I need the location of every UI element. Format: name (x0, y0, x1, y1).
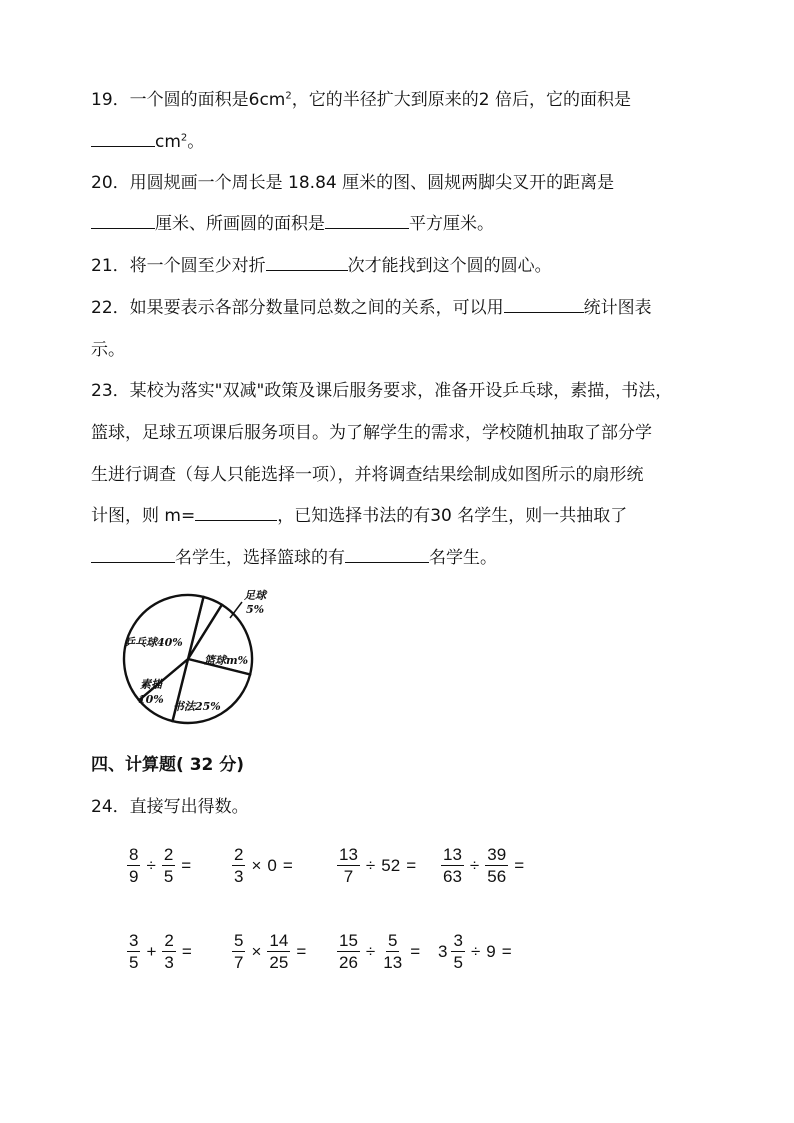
q20-line2: 厘米、所画圆的面积是 平方厘米。 (91, 209, 494, 234)
operator: ÷ (470, 941, 481, 961)
pie-label-3: 书法25% (173, 700, 221, 713)
equals-sign: = (181, 855, 192, 875)
q23-basketball-blank[interactable] (345, 548, 429, 563)
operator: + (146, 941, 157, 961)
numerator: 5 (234, 931, 244, 950)
denominator: 7 (234, 953, 244, 972)
denominator: 25 (269, 953, 289, 972)
operator: × (251, 941, 262, 961)
fraction-a (127, 932, 140, 971)
q19-line1: 19．一个圆的面积是$6cm^2$，它的半径扩大到原来的2 倍后，它的面积是 (91, 90, 631, 110)
fraction-b (267, 932, 290, 971)
denominator: 5 (129, 953, 139, 972)
equals-sign: = (514, 855, 525, 875)
denominator: 26 (339, 953, 358, 972)
numerator: 13 (443, 845, 462, 864)
denominator: 63 (443, 867, 462, 886)
whole-number: 3 (438, 941, 448, 961)
numerator: 2 (164, 931, 174, 950)
pie-label-5: 乒乓球40% (124, 636, 183, 649)
pie-chart (118, 588, 288, 738)
q23-total-blank[interactable] (91, 548, 175, 563)
q19-line2: $cm^2$。 (91, 127, 204, 152)
q20-radius-blank[interactable] (91, 214, 155, 229)
equals-sign: = (406, 855, 417, 875)
q22-line2: 示。 (91, 340, 125, 360)
operator: × (251, 855, 262, 875)
operator: ÷ (146, 855, 156, 875)
denominator: 5 (453, 953, 463, 972)
equals-sign: = (501, 941, 512, 961)
operator: ÷ (469, 855, 480, 875)
numerator: 3 (129, 931, 139, 950)
numerator: 5 (387, 931, 398, 950)
q22-line1: 22．如果要表示各部分数量同总数之间的关系，可以用 统计图表 (91, 298, 652, 318)
pie-label-4: 素描 (140, 678, 162, 691)
fraction-b (162, 846, 175, 885)
numerator: 13 (339, 845, 358, 864)
integer-b: 9 (486, 941, 496, 961)
denominator: 7 (343, 867, 354, 886)
fraction-a (127, 846, 140, 885)
fraction-b (381, 932, 404, 971)
fraction-a (451, 932, 464, 971)
equation-row2-1 (124, 932, 195, 971)
q24-prompt: 24．直接写出得数。 (91, 797, 249, 817)
fraction-a (337, 846, 360, 885)
pie-label-1: 足球 (244, 589, 266, 602)
operator: ÷ (365, 855, 376, 875)
numerator: 39 (487, 845, 507, 864)
numerator: 8 (129, 845, 139, 864)
pie-label-1: 5% (246, 603, 265, 616)
fraction-b (485, 846, 508, 885)
q22-answer-blank[interactable] (504, 298, 584, 313)
fraction-a (441, 846, 464, 885)
equation-row1-2 (229, 846, 296, 885)
equation-row2-4 (438, 932, 515, 971)
q21-line: 21．将一个圆至少对折 次才能找到这个圆的圆心。 (91, 256, 552, 276)
q20-area-blank[interactable] (325, 214, 409, 229)
q23-m-blank[interactable] (195, 506, 277, 521)
operator: ÷ (365, 941, 376, 961)
fraction-a (232, 846, 245, 885)
equation-row1-4 (438, 846, 527, 885)
numerator: 2 (163, 845, 174, 864)
fraction-a (232, 932, 245, 971)
q21-answer-blank[interactable] (266, 256, 348, 271)
q23-line1: 23．某校为落实"双减"政策及课后服务要求，准备开设乒乓球，素描，书法， (91, 381, 673, 401)
q23-line4: 计图，则 m= ，已知选择书法的有30 名学生，则一共抽取了 (91, 506, 628, 526)
equals-sign: = (282, 855, 293, 875)
q23-line5: 名学生，选择篮球的有 名学生。 (91, 543, 497, 568)
q23-line3: 生进行调查（每人只能选择一项），并将调查结果绘制成如图所示的扇形统 (91, 465, 644, 485)
numerator: 3 (453, 931, 463, 950)
denominator: 9 (129, 867, 139, 886)
equals-sign: = (410, 941, 421, 961)
equals-sign: = (296, 941, 307, 961)
equation-row2-3 (334, 932, 423, 971)
integer-b: 52 (381, 855, 401, 875)
equals-sign: = (181, 941, 192, 961)
integer-b: 0 (267, 855, 277, 875)
section-heading: 四、计算题( 32 分) (91, 755, 245, 775)
q19-answer-blank[interactable] (91, 132, 155, 147)
denominator: 3 (234, 867, 244, 886)
pie-label-4: 10% (138, 693, 164, 706)
denominator: 56 (487, 867, 507, 886)
equation-row1-3 (334, 846, 419, 885)
q20-line1: 20．用圆规画一个周长是 18.84 厘米的图、圆规两脚尖叉开的距离是 (91, 173, 615, 193)
numerator: 15 (339, 931, 358, 950)
equation-row1-1 (124, 846, 194, 885)
numerator: 14 (269, 931, 289, 950)
denominator: 13 (383, 953, 403, 972)
numerator: 2 (234, 845, 244, 864)
denominator: 5 (163, 867, 174, 886)
q23-line2: 篮球，足球五项课后服务项目。为了解学生的需求，学校随机抽取了部分学 (91, 423, 652, 443)
fraction-a (337, 932, 360, 971)
fraction-b (162, 932, 175, 971)
denominator: 3 (164, 953, 174, 972)
pie-label-2: 篮球m% (204, 654, 249, 667)
equation-row2-2 (229, 932, 309, 971)
